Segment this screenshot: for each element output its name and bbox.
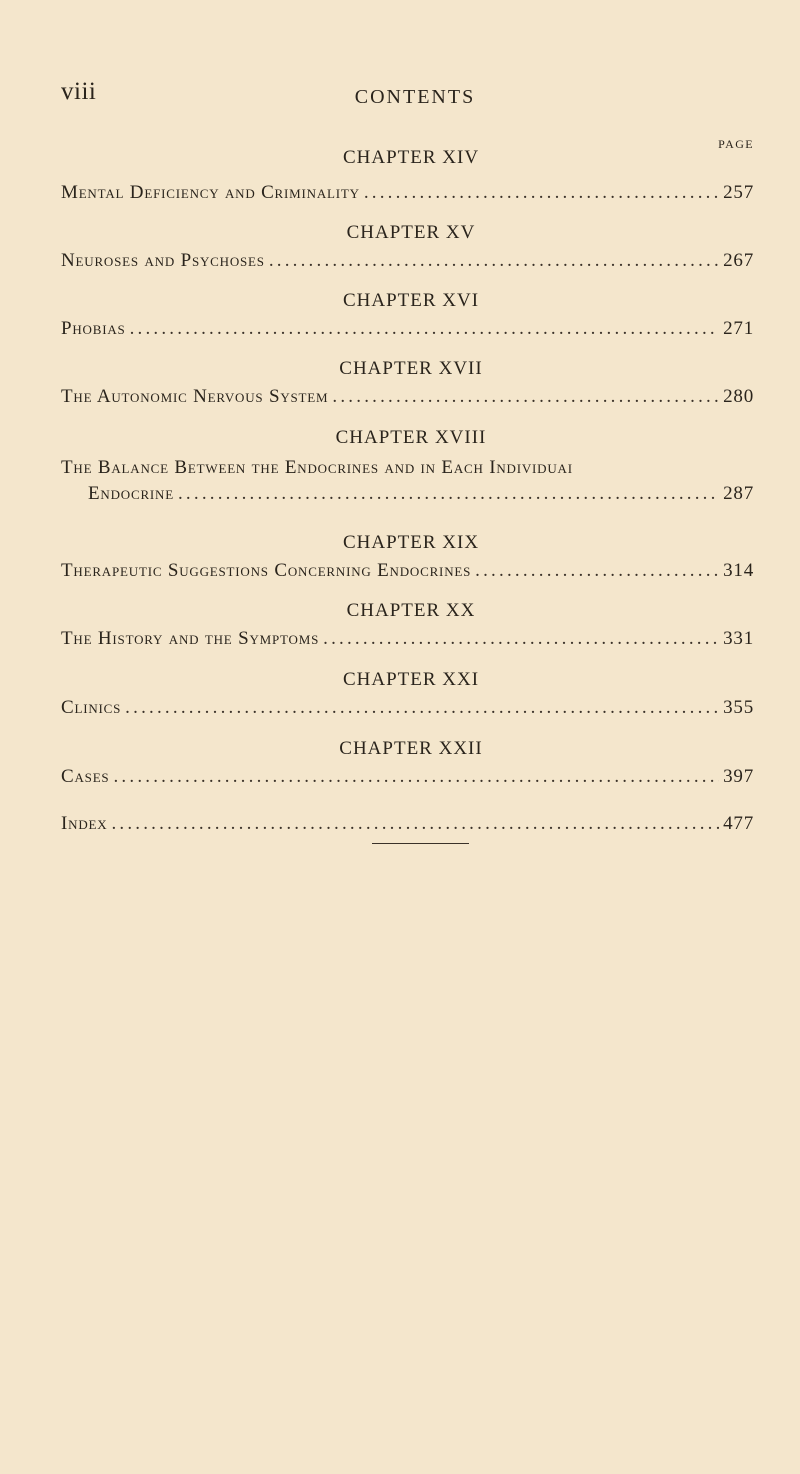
toc-entry-page: 287 xyxy=(723,483,754,504)
toc-entry[interactable] xyxy=(61,182,754,204)
toc-entry-line[interactable] xyxy=(61,457,754,479)
toc-entry-page: 280 xyxy=(723,386,754,407)
toc-entry[interactable] xyxy=(61,628,754,650)
toc-entry-title: Phobias xyxy=(61,318,126,339)
toc-entry-title: The History and the Symptoms xyxy=(61,628,320,649)
toc-entry-title: Mental Deficiency and Criminality xyxy=(61,182,360,203)
dot-leader xyxy=(323,628,719,650)
toc-entry-page: 271 xyxy=(723,318,754,339)
chapter-heading: CHAPTER XX xyxy=(346,600,476,621)
toc-entry-title: Clinics xyxy=(61,697,122,718)
dot-leader xyxy=(269,250,719,272)
dot-leader xyxy=(111,813,719,835)
toc-entry-page: 477 xyxy=(723,813,754,834)
toc-entry[interactable] xyxy=(61,250,754,272)
toc-entry-title: Neuroses and Psychoses xyxy=(61,250,265,271)
chapter-heading: CHAPTER XVI xyxy=(342,290,480,311)
page-column-label: PAGE xyxy=(718,137,754,151)
toc-entry[interactable] xyxy=(61,766,754,788)
dot-leader xyxy=(475,560,719,582)
dot-leader xyxy=(178,483,719,505)
chapter-heading: CHAPTER XVII xyxy=(339,358,483,379)
chapter-heading: CHAPTER XXI xyxy=(342,669,480,690)
toc-entry-title: Cases xyxy=(61,766,110,787)
dot-leader xyxy=(125,697,719,719)
chapter-heading: CHAPTER XV xyxy=(346,222,476,243)
chapter-heading: CHAPTER XIV xyxy=(342,147,480,168)
chapter-heading: CHAPTER XVIII xyxy=(335,427,487,448)
toc-entry-page: 355 xyxy=(723,697,754,718)
toc-entry[interactable] xyxy=(61,318,754,340)
dot-leader xyxy=(332,386,719,408)
toc-entry-title: Therapeutic Suggestions Concerning Endocrines xyxy=(61,560,472,581)
toc-entry-page: 397 xyxy=(723,766,754,787)
dot-leader xyxy=(130,318,720,340)
toc-entry-title: The Autonomic Nervous System xyxy=(61,386,329,407)
toc-entry-continuation[interactable] xyxy=(88,483,754,505)
toc-entry[interactable] xyxy=(61,560,754,582)
toc-entry[interactable] xyxy=(61,386,754,408)
toc-entry-page: 331 xyxy=(723,628,754,649)
chapter-heading: CHAPTER XXII xyxy=(339,738,483,759)
toc-entry-page: 314 xyxy=(723,560,754,581)
dot-leader xyxy=(113,766,719,788)
toc-entry-title: Index xyxy=(61,813,108,834)
chapter-heading: CHAPTER XIX xyxy=(342,532,480,553)
toc-entry-title: The Balance Between the Endocrines and in Each Individuai xyxy=(61,457,573,478)
divider-rule xyxy=(372,843,469,844)
toc-entry-index[interactable] xyxy=(61,813,754,835)
toc-entry-page: 267 xyxy=(723,250,754,271)
toc-entry-title: Endocrine xyxy=(88,483,174,504)
page-number: viii xyxy=(61,78,97,105)
dot-leader xyxy=(364,182,719,204)
toc-entry[interactable] xyxy=(61,697,754,719)
running-head: CONTENTS xyxy=(354,86,476,108)
toc-entry-page: 257 xyxy=(723,182,754,203)
